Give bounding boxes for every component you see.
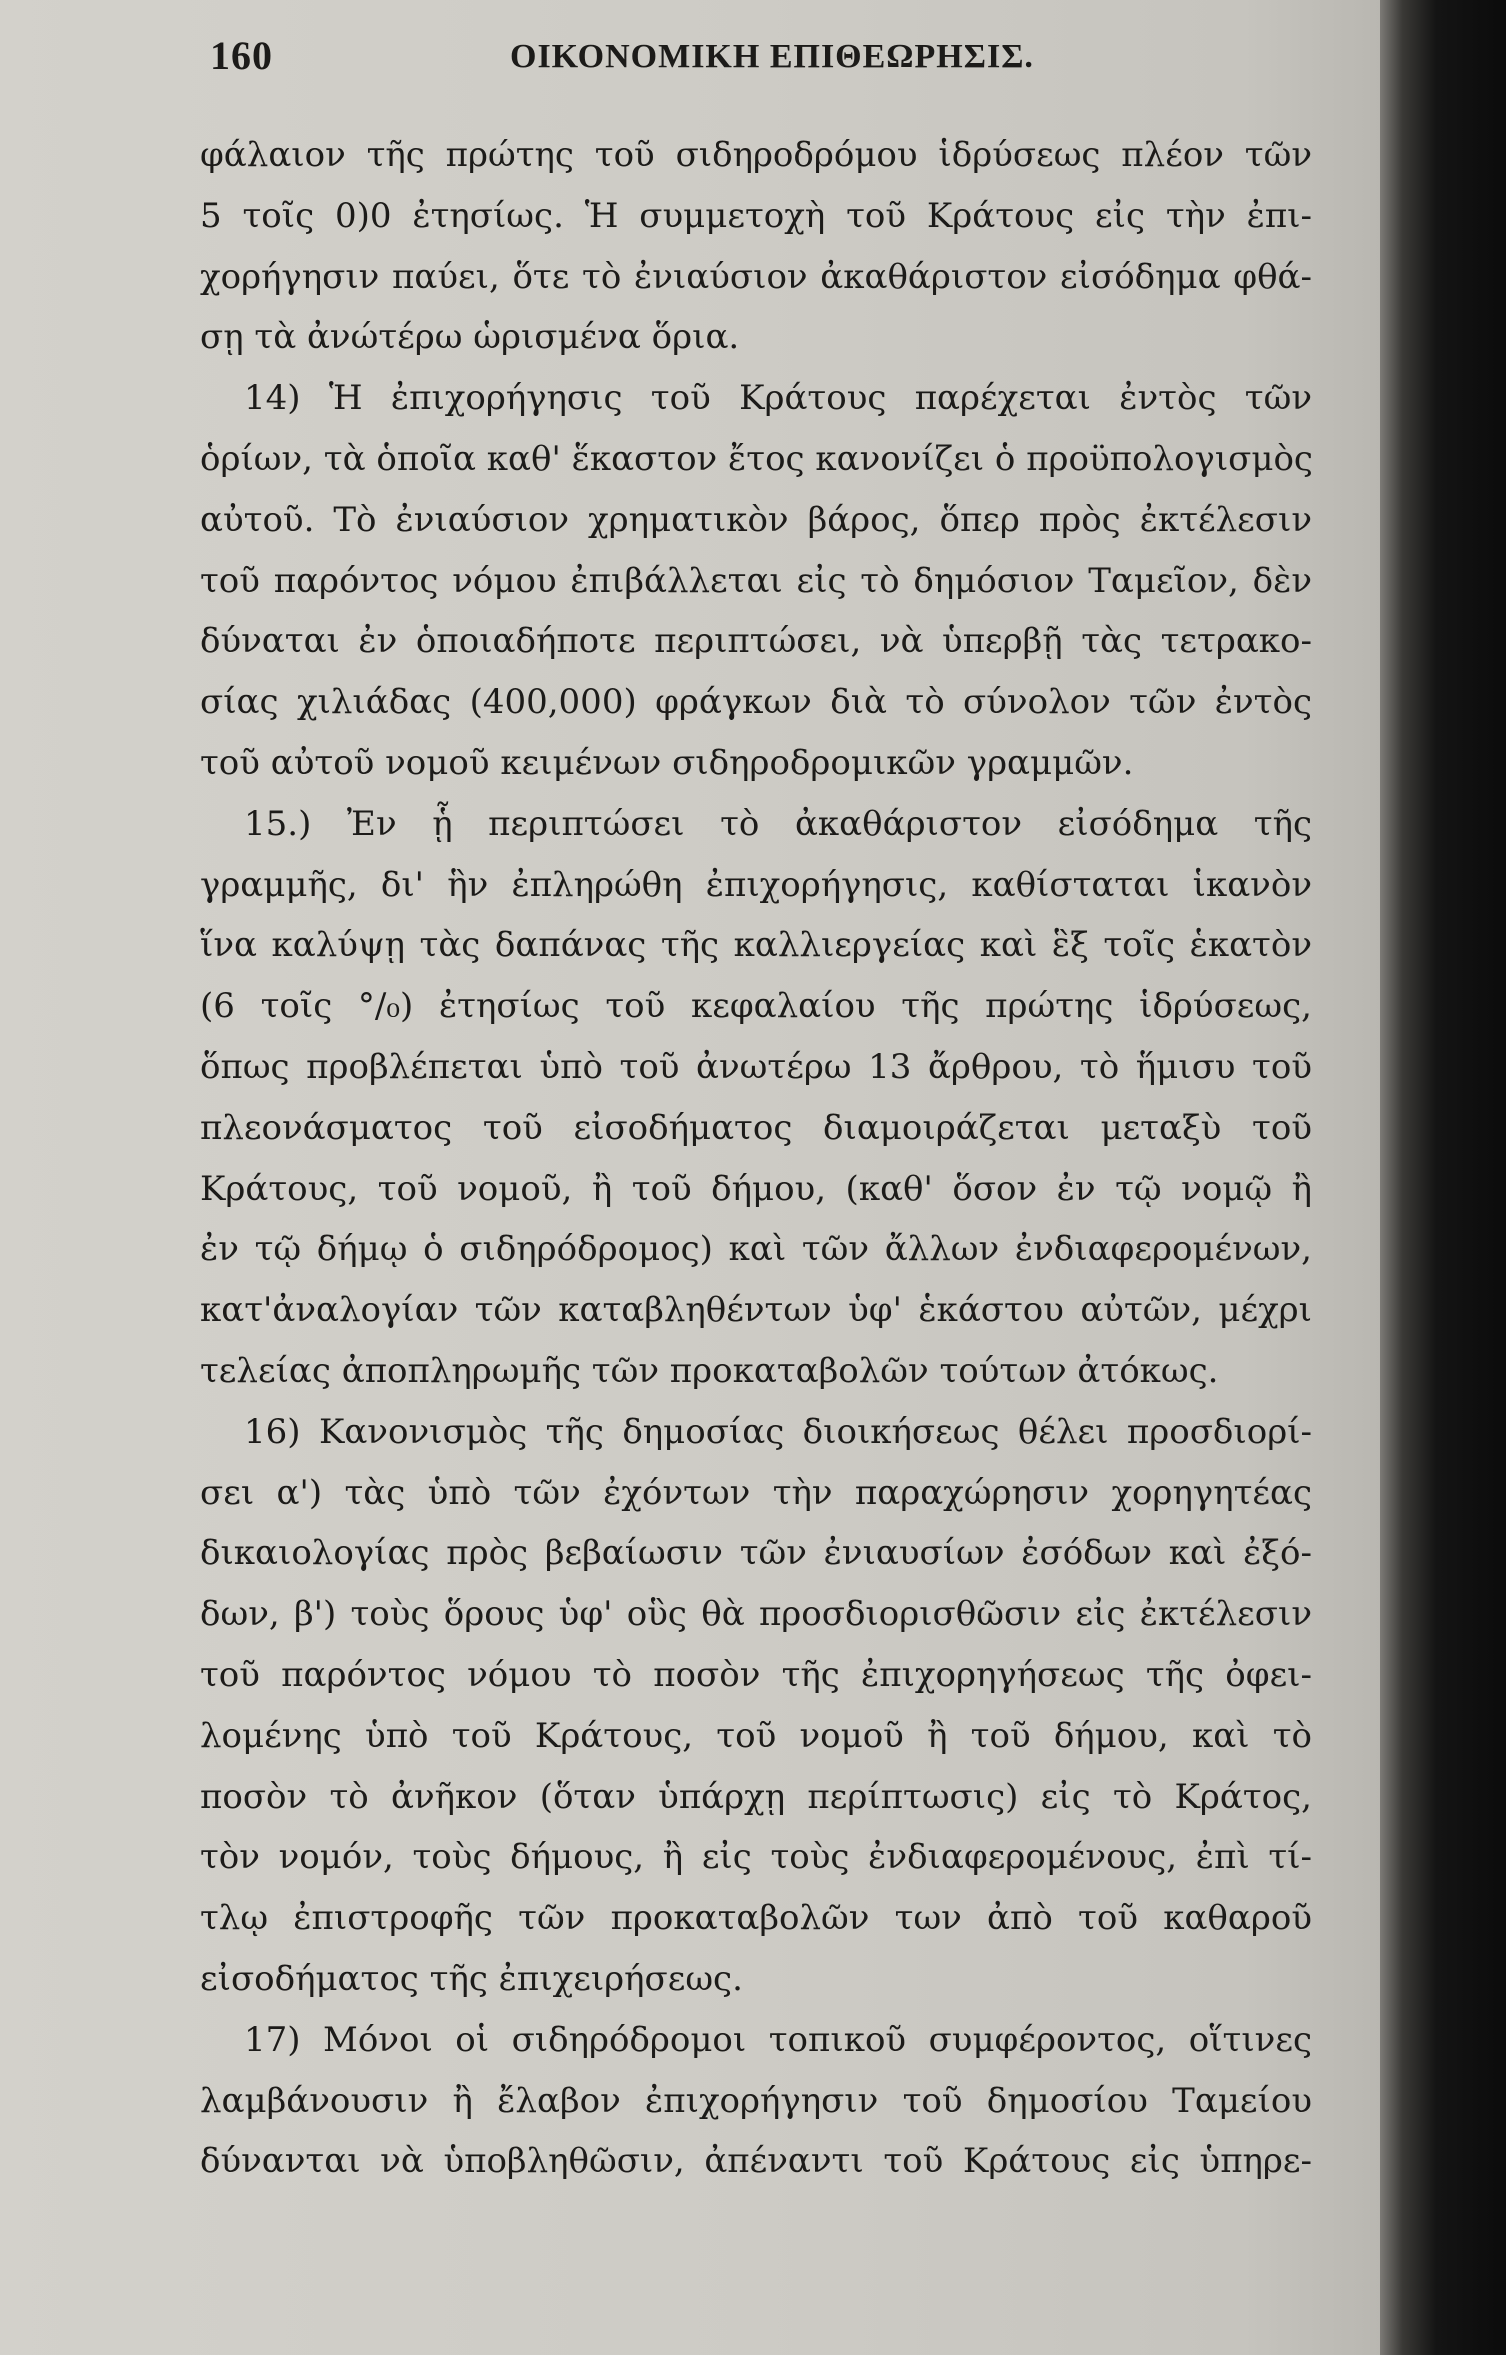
body-text [200, 125, 1312, 2192]
text-line: Κράτους, τοῦ νομοῦ, ἢ τοῦ δήμου, (καθ' ὅσον ἐν τῷ νομῷ ἢ [200, 1168, 1312, 1209]
text-line: τοῦ παρόντος νόμου ἐπιβάλλεται εἰς τὸ δημόσιον Ταμεῖον, δὲν [200, 560, 1312, 601]
text-line: δύναται ἐν ὁποιαδήποτε περιπτώσει, νὰ ὑπερβῇ τὰς τετρακο- [200, 621, 1312, 662]
text-line: φάλαιον τῆς πρώτης τοῦ σιδηροδρόμου ἱδρύσεως πλέον τῶν [200, 135, 1312, 175]
text-line: 16) Κανονισμὸς τῆς δημοσίας διοικήσεως θέλει προσδιορί- [244, 1411, 1312, 1452]
text-line: λαμβάνουσιν ἢ ἔλαβον ἐπιχορήγησιν τοῦ δημοσίου Ταμείου [200, 2080, 1312, 2121]
text-line: ὅπως προβλέπεται ὑπὸ τοῦ ἀνωτέρω 13 ἄρθρου, τὸ ἥμισυ τοῦ [200, 1046, 1312, 1087]
text-line: πλεονάσματος τοῦ εἰσοδήματος διαμοιράζεται μεταξὺ τοῦ [200, 1107, 1312, 1148]
text-line: κατ'ἀναλογίαν τῶν καταβληθέντων ὑφ' ἑκάστου αὐτῶν, μέχρι [200, 1290, 1312, 1331]
text-line: λομένης ὑπὸ τοῦ Κράτους, τοῦ νομοῦ ἢ τοῦ δήμου, καὶ τὸ [200, 1715, 1312, 1756]
text-line: εἰσοδήματος τῆς ἐπιχειρήσεως. [200, 1958, 743, 1999]
page-header [200, 32, 1260, 82]
text-line: σίας χιλιάδας (400,000) φράγκων διὰ τὸ σύνολον τῶν ἐντὸς [200, 682, 1312, 723]
text-line: τοῦ αὐτοῦ νομοῦ κειμένων σιδηροδρομικῶν γραμμῶν. [200, 742, 1134, 783]
text-line: αὐτοῦ. Τὸ ἐνιαύσιον χρηματικὸν βάρος, ὅπερ πρὸς ἐκτέλεσιν [200, 499, 1312, 540]
text-line: δων, β') τοὺς ὅρους ὑφ' οὓς θὰ προσδιορισθῶσιν εἰς ἐκτέλεσιν [200, 1594, 1312, 1635]
text-line: (6 τοῖς °/₀) ἐτησίως τοῦ κεφαλαίου τῆς πρώτης ἱδρύσεως, [200, 986, 1312, 1027]
text-line: 14) Ἡ ἐπιχορήγησις τοῦ Κράτους παρέχεται ἐντὸς τῶν [244, 378, 1312, 419]
book-spine-shadow [1380, 0, 1506, 2355]
text-line: 15.) Ἐν ᾗ περιπτώσει τὸ ἀκαθάριστον εἰσόδημα τῆς [244, 803, 1312, 844]
text-line: ὁρίων, τὰ ὁποῖα καθ' ἕκαστον ἔτος κανονίζει ὁ προϋπολογισμὸς [200, 438, 1313, 479]
text-line: τλῳ ἐπιστροφῆς τῶν προκαταβολῶν των ἀπὸ τοῦ καθαροῦ [200, 1898, 1312, 1939]
text-line: γραμμῆς, δι' ἣν ἐπληρώθη ἐπιχορήγησις, καθίσταται ἱκανὸν [200, 864, 1312, 905]
text-line: τὸν νομόν, τοὺς δήμους, ἢ εἰς τοὺς ἐνδιαφερομένους, ἐπὶ τί- [200, 1837, 1312, 1878]
text-line: τελείας ἀποπληρωμῆς τῶν προκαταβολῶν τούτων ἀτόκως. [200, 1350, 1219, 1391]
text-line: δύνανται νὰ ὑποβληθῶσιν, ἀπέναντι τοῦ Κράτους εἰς ὑπηρε- [200, 2141, 1312, 2182]
text-line: ποσὸν τὸ ἀνῆκον (ὅταν ὑπάρχῃ περίπτωσις) εἰς τὸ Κράτος, [200, 1776, 1312, 1817]
text-line: δικαιολογίας πρὸς βεβαίωσιν τῶν ἐνιαυσίων ἐσόδων καὶ ἐξό- [200, 1533, 1312, 1574]
text-line: 5 τοῖς 0)0 ἐτησίως. Ἡ συμμετοχὴ τοῦ Κράτους εἰς τὴν ἐπι- [200, 195, 1312, 236]
page-number: 160 [210, 33, 273, 78]
text-line: χορήγησιν παύει, ὅτε τὸ ἐνιαύσιον ἀκαθάριστον εἰσόδημα φθά- [200, 256, 1312, 297]
text-line: ἵνα καλύψῃ τὰς δαπάνας τῆς καλλιεργείας καὶ ἓξ τοῖς ἑκατὸν [200, 925, 1312, 966]
running-title: ΟΙΚΟΝΟΜΙΚΗ ΕΠΙΘΕΩΡΗΣΙΣ. [510, 38, 1034, 75]
text-line: 17) Μόνοι οἱ σιδηρόδρομοι τοπικοῦ συμφέροντος, οἵτινες [244, 2019, 1312, 2060]
text-line: σει α') τὰς ὑπὸ τῶν ἐχόντων τὴν παραχώρησιν χορηγητέας [200, 1472, 1312, 1513]
text-line: ἐν τῷ δήμῳ ὁ σιδηρόδρομος) καὶ τῶν ἄλλων ἐνδιαφερομένων, [200, 1229, 1312, 1270]
text-line: σῃ τὰ ἀνώτέρω ὡρισμένα ὅρια. [200, 317, 740, 358]
text-line: τοῦ παρόντος νόμου τὸ ποσὸν τῆς ἐπιχορηγήσεως τῆς ὀφει- [200, 1654, 1312, 1695]
